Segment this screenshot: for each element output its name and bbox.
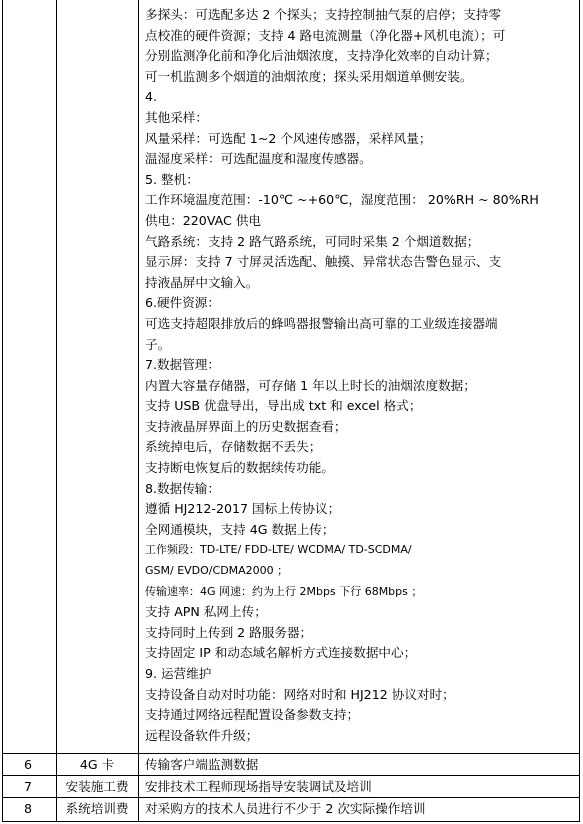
row-description: 对采购方的技术人员进行不少于 2 次实际操作培训 <box>145 801 426 816</box>
table-row <box>0 798 583 820</box>
spec-line: 远程设备软件升级； <box>145 727 259 743</box>
spec-line: GSM/ EVDO/CDMA2000 ； <box>145 564 289 578</box>
table-border-col2 <box>138 0 139 822</box>
table-border-col1 <box>56 0 57 822</box>
spec-line: 点校准的硬件资源；支持 4 路电流测量（净化器+风机电流）；可 <box>145 27 506 43</box>
spec-line: 支持通过网络远程配置设备参数支持； <box>145 707 360 723</box>
row-item: 系统培训费 <box>65 801 129 816</box>
spec-line: 分别监测净化前和净化后油烟浓度，支持净化效率的自动计算； <box>145 48 498 64</box>
spec-line: 支持固定 IP 和动态域名解析方式连接数据中心； <box>145 645 417 661</box>
spec-line: 气路系统：支持 2 路气路系统，可同时采集 2 个烟道数据； <box>145 233 480 249</box>
table-border-right <box>579 0 580 822</box>
spec-line: 子。 <box>145 336 171 352</box>
spec-line: 支持液晶屏界面上的历史数据查看； <box>145 418 347 434</box>
spec-line: 温湿度采样：可选配温度和湿度传感器。 <box>145 151 372 167</box>
row-number: 8 <box>23 801 32 816</box>
spec-line: 其他采样： <box>145 109 208 125</box>
spec-line: 8.数据传输： <box>145 480 220 496</box>
spec-line: 6.硬件资源： <box>145 295 220 311</box>
table-row <box>0 754 583 776</box>
row-description: 安排技术工程师现场指导安装调试及培训 <box>145 779 372 794</box>
spec-line: 可一机监测多个烟道的油烟浓度；探头采用烟道单侧安装。 <box>145 68 473 84</box>
table-border-left <box>2 0 3 822</box>
spec-line: 4. <box>145 89 158 105</box>
spec-line: 可选支持超限排放后的蜂鸣器报警输出高可靠的工业级连接器端 <box>145 315 498 331</box>
row-item: 安装施工费 <box>65 779 129 794</box>
spec-line: 系统掉电后，存储数据不丢失； <box>145 439 322 455</box>
row-item: 4G 卡 <box>79 757 115 772</box>
spec-line: 支持 APN 私网上传； <box>145 604 267 620</box>
spec-line: 显示屏：支持 7 寸屏灵活选配、触摸、异常状态告警色显示、支 <box>145 254 502 270</box>
spec-line: 9. 运营维护 <box>145 666 212 681</box>
spec-line: 内置大容量存储器，可存储 1 年以上时长的油烟浓度数据； <box>145 377 476 393</box>
spec-line: 支持设备自动对时功能：网络对时和 HJ212 协议对时； <box>145 686 455 702</box>
spec-line: 遵循 HJ212-2017 国标上传协议； <box>145 501 341 517</box>
table-border-bottom <box>2 821 580 822</box>
spec-line: 支持同时上传到 2 路服务器； <box>145 624 313 640</box>
row-description: 传输客户端监测数据 <box>145 757 259 772</box>
spec-description <box>145 5 577 746</box>
spec-line: 多探头：可选配多达 2 个探头；支持控制抽气泵的启停；支持零 <box>145 7 502 22</box>
spec-line: 风量采样：可选配 1~2 个风速传感器，采样风量； <box>145 130 432 146</box>
spec-line: 5. 整机： <box>145 171 199 187</box>
row-number: 7 <box>23 779 32 794</box>
row-number: 6 <box>23 757 32 772</box>
table-row <box>0 776 583 798</box>
spec-line: 持液晶屏中文输入。 <box>145 274 259 290</box>
spec-line: 全网通模块，支持 4G 数据上传； <box>145 521 335 537</box>
spec-line: 7.数据管理： <box>145 357 220 373</box>
spec-line: 支持 USB 优盘导出，导出成 txt 和 excel 格式； <box>145 398 422 414</box>
spec-line: 工作环境温度范围：-10℃ ~+60℃，湿度范围： 20%RH ~ 80%RH <box>145 192 539 208</box>
spec-line: 供电：220VAC 供电 <box>145 212 262 228</box>
spec-line: 支持断电恢复后的数据续传功能。 <box>145 460 334 476</box>
spec-line: 工作频段：TD-LTE/ FDD-LTE/ WCDMA/ TD-SCDMA/ <box>145 543 412 557</box>
spec-line: 传输速率：4G 网速：约为上行 2Mbps 下行 68Mbps ； <box>145 584 423 598</box>
